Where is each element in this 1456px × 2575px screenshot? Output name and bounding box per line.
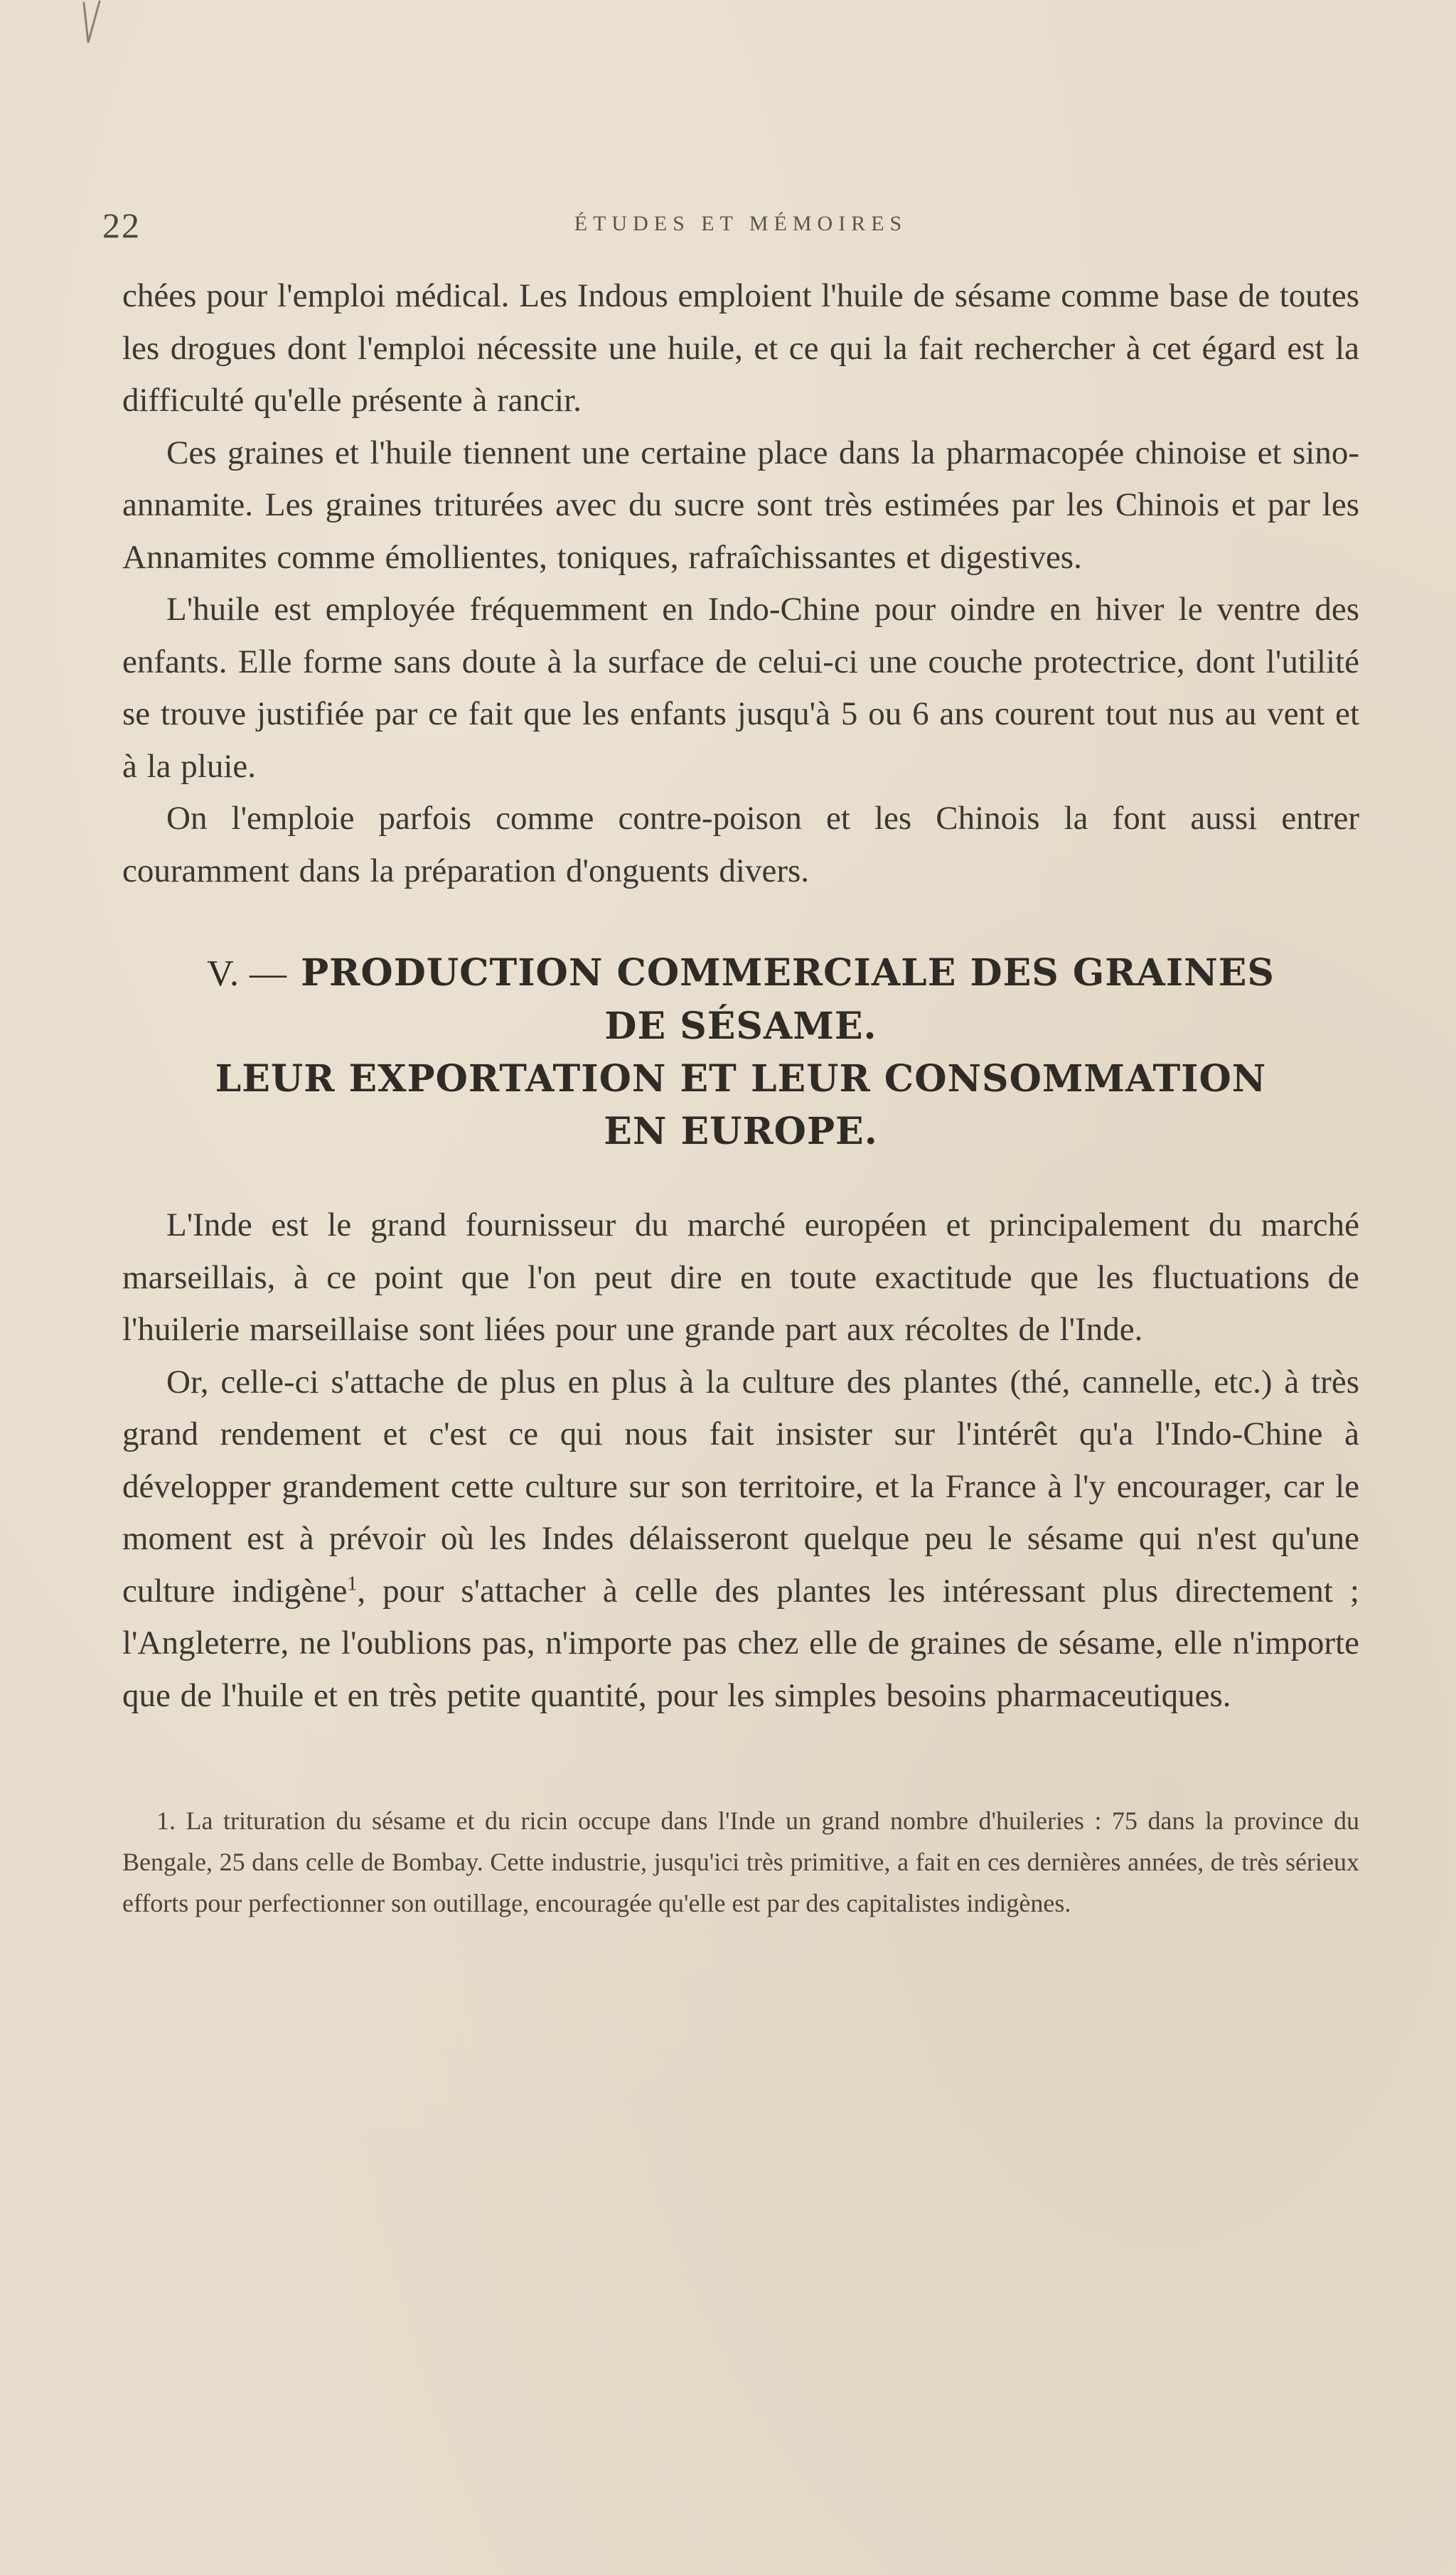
footnote-reference: 1 [347, 1572, 358, 1595]
footnote-1: 1. La trituration du sésame et du ricin occupe dans l'Inde un grand nombre d'huileries : 75 dans la province du Bengale, 25 dans celle de Bombay. Cette industrie, jusqu'ici très primitive, a fait en ces dernières années, de très sérieux efforts pour perfectionner son outillage, encouragée qu'elle est par des capitalistes indigènes. [122, 1806, 1359, 1917]
paragraph-india-supplier: L'Inde est le grand fournisseur du marché européen et principalement du marché marseillais, à ce point que l'on peut dire en toute exactitude que les fluctuations de l'huilerie marseillaise sont liées pour une grande part aux récoltes de l'Inde. [122, 1206, 1359, 1348]
running-head [102, 199, 1359, 256]
section-number: V. — [207, 953, 287, 994]
section-heading [122, 947, 1359, 1158]
paragraph-antidote: On l'emploie parfois comme contre-poison et les Chinois la font aussi entrer couramment dans la préparation d'onguents divers. [122, 800, 1359, 889]
section-title-part-1: PRODUCTION COMMERCIALE DES GRAINES [301, 951, 1275, 995]
section-heading-line-2: DE SÉSAME. [604, 1005, 877, 1048]
paragraph-culture-shift [122, 1356, 1359, 1723]
running-title: ÉTUDES ET MÉMOIRES [574, 212, 908, 235]
paragraph-culture-shift-part-1: Or, celle-ci s'attache de plus en plus à la culture des plantes (thé, cannelle, etc.) à très grand rendement et c'est ce qui nous fait insister sur l'intérêt qu'a l'Indo-Chine à développer grandement cette culture sur son territoire, et la France à l'y encourager, car le moment est à prévoir où les Indes délaisseront quelque peu le sésame qui n'est qu'une culture indigène [122, 1363, 1359, 1610]
paragraph-continuation: chées pour l'emploi médical. Les Indous emploient l'huile de sésame comme base de toutes les drogues dont l'emploi nécessite une huile, et ce qui la fait rechercher à cet égard est la difficulté qu'elle présente à rancir. [122, 277, 1359, 419]
page-number: 22 [102, 205, 141, 245]
book-page [102, 199, 1359, 1924]
paragraph-infant-use: L'huile est employée fréquemment en Indo-Chine pour oindre en hiver le ventre des enfants. Elle forme sans doute à la surface de celui-ci une couche protectrice, dont l'utilité se trouve justifiée par ce fait que les enfants jusqu'à 5 ou 6 ans courent tout nus au vent et à la pluie. [122, 591, 1359, 785]
pencil-mark [78, 0, 107, 50]
footnotes [122, 1800, 1359, 1924]
section-heading-line-4: EN EUROPE. [604, 1110, 878, 1153]
paragraph-pharmacopoeia: Ces graines et l'huile tiennent une certaine place dans la pharmacopée chinoise et sino-annamite. Les graines triturées avec du sucre sont très estimées par les Chinois et par les Annamites comme émollientes, toniques, rafraîchissantes et digestives. [122, 434, 1359, 576]
paragraph-culture-shift-part-2: , pour s'attacher à celle des plantes les intéressant plus directement ; l'Angleterre, ne l'oublions pas, n'importe pas chez elle de graines de sésame, elle n'importe que de l'huile et en très petite quantité, pour les simples besoins pharmaceutiques. [122, 1572, 1359, 1714]
section-heading-line-3: LEUR EXPORTATION ET LEUR CONSOMMATION [215, 1057, 1267, 1101]
section-heading-line-1 [122, 947, 1359, 1000]
